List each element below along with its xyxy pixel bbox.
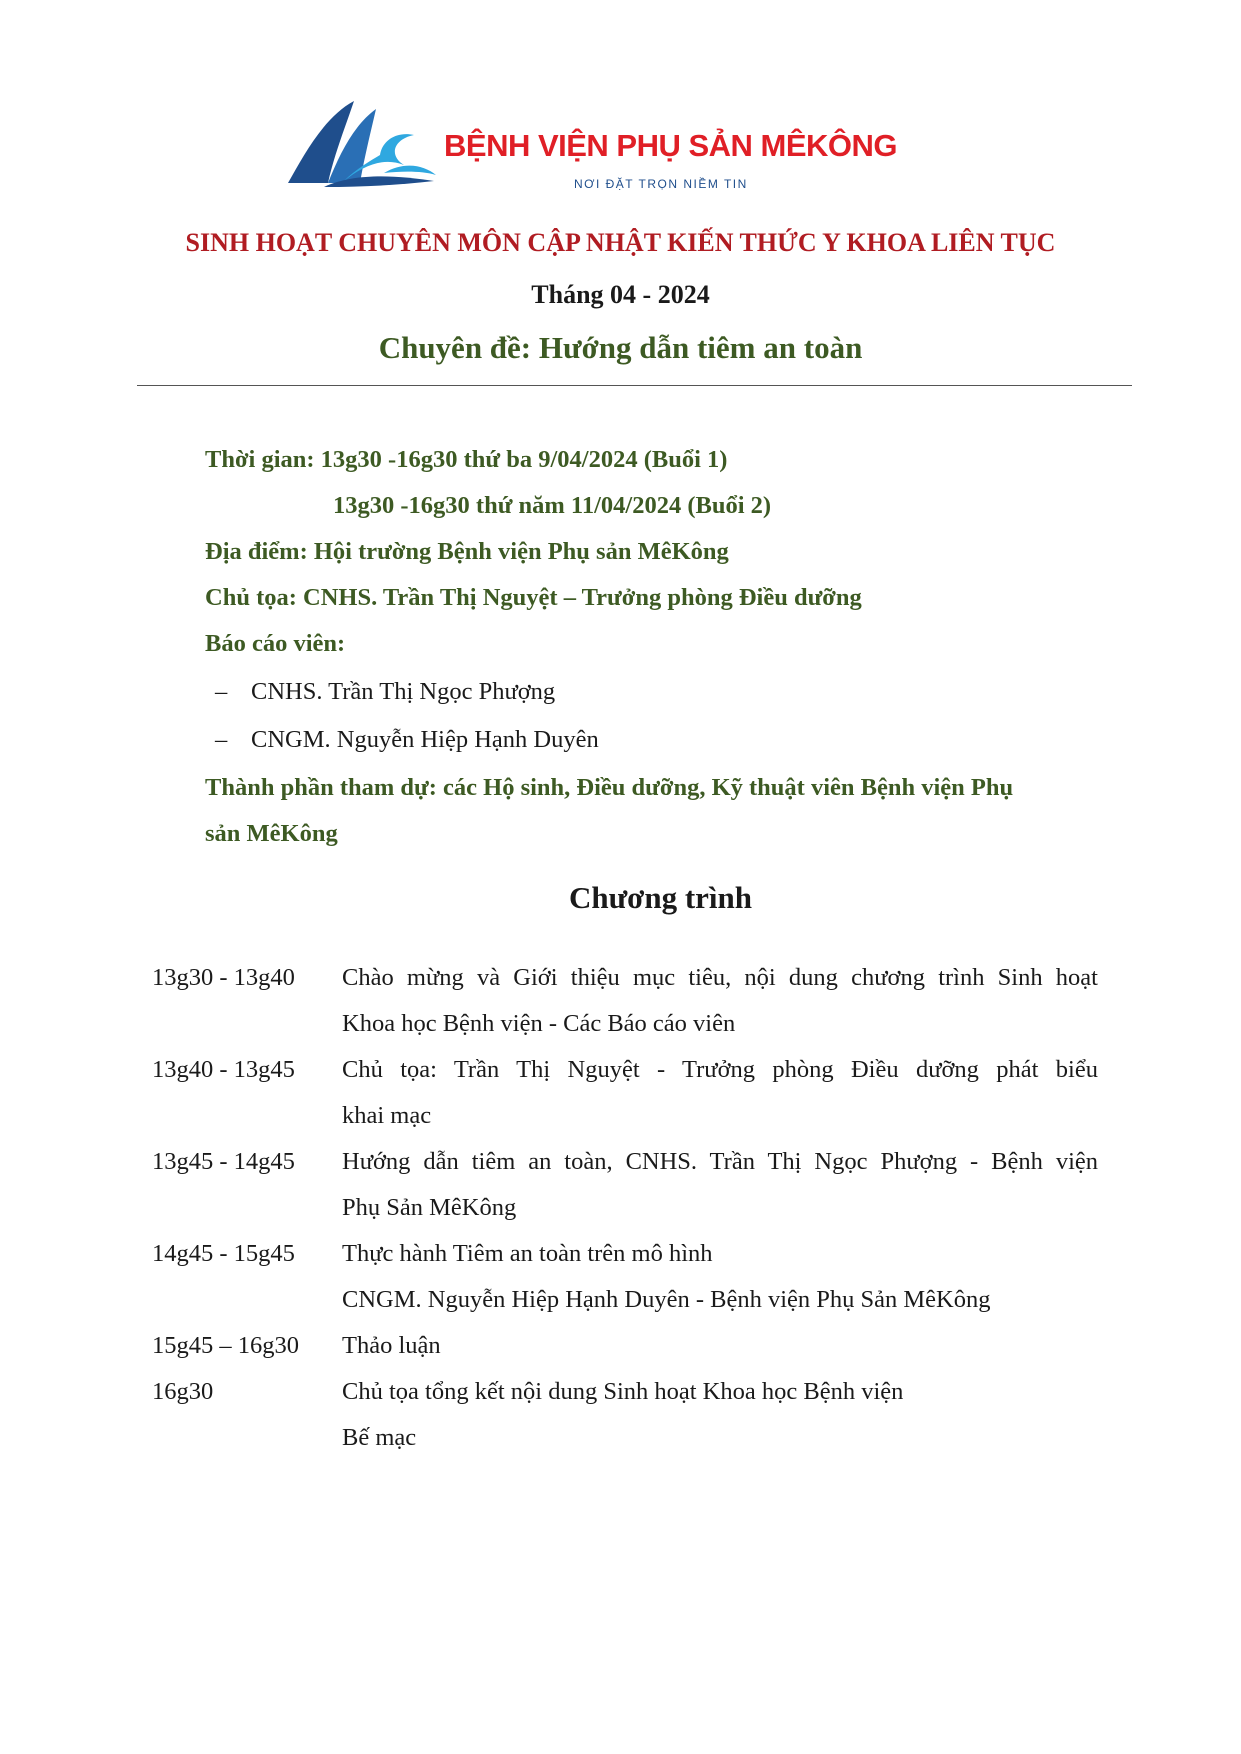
time-line-session-2: 13g30 -16g30 thứ năm 11/04/2024 (Buổi 2) bbox=[333, 492, 772, 519]
schedule-text: Thực hành Tiêm an toàn trên mô hình bbox=[342, 1240, 713, 1267]
schedule-time: 16g30 bbox=[152, 1378, 214, 1405]
speaker-item bbox=[215, 678, 555, 706]
speaker-name: CNGM. Nguyễn Hiệp Hạnh Duyên bbox=[251, 726, 599, 753]
speakers-label: Báo cáo viên: bbox=[205, 630, 346, 657]
schedule-text: khai mạc bbox=[342, 1102, 432, 1129]
schedule-time: 13g45 - 14g45 bbox=[152, 1148, 295, 1175]
topic-heading: Chuyên đề: Hướng dẫn tiêm an toàn bbox=[378, 330, 863, 365]
time-line-session-1: Thời gian: 13g30 -16g30 thứ ba 9/04/2024 (Buổi 1) bbox=[205, 446, 728, 473]
speaker-item bbox=[215, 726, 599, 754]
schedule-time: 15g45 – 16g30 bbox=[152, 1332, 299, 1359]
schedule-text: Chào mừng và Giới thiệu mục tiêu, nội dung chương trình Sinh hoạt bbox=[342, 964, 1098, 991]
schedule-text: Phụ Sản MêKông bbox=[342, 1194, 517, 1221]
location-line: Địa điểm: Hội trường Bệnh viện Phụ sản MêKông bbox=[205, 538, 729, 565]
logo-slogan: NƠI ĐẶT TRỌN NIỀM TIN bbox=[574, 177, 748, 191]
divider bbox=[137, 385, 1132, 386]
schedule-text: Hướng dẫn tiêm an toàn, CNHS. Trần Thị Ngọc Phượng - Bệnh viện bbox=[342, 1148, 1098, 1175]
attendees-line-2: sản MêKông bbox=[205, 820, 338, 847]
speaker-name: CNHS. Trần Thị Ngọc Phượng bbox=[251, 678, 556, 705]
list-dash: – bbox=[215, 726, 228, 753]
chair-line: Chủ tọa: CNHS. Trần Thị Nguyệt – Trưởng phòng Điều dưỡng bbox=[205, 584, 862, 611]
schedule-text: Khoa học Bệnh viện - Các Báo cáo viên bbox=[342, 1010, 736, 1037]
logo-name: BỆNH VIỆN PHỤ SẢN MÊKÔNG bbox=[444, 128, 898, 163]
list-dash: – bbox=[215, 678, 228, 705]
schedule-text: Chủ tọa: Trần Thị Nguyệt - Trưởng phòng Điều dưỡng phát biểu bbox=[342, 1056, 1098, 1083]
schedule-text: Bế mạc bbox=[342, 1424, 417, 1451]
schedule-text: Thảo luận bbox=[342, 1332, 441, 1359]
schedule-time: 13g30 - 13g40 bbox=[152, 964, 295, 991]
schedule-time: 13g40 - 13g45 bbox=[152, 1056, 295, 1083]
schedule-text: CNGM. Nguyễn Hiệp Hạnh Duyên - Bệnh viện Phụ Sản MêKông bbox=[342, 1286, 991, 1313]
attendees-line-1: Thành phần tham dự: các Hộ sinh, Điều dưỡng, Kỹ thuật viên Bệnh viện Phụ bbox=[205, 774, 1014, 801]
schedule-text: Chủ tọa tổng kết nội dung Sinh hoạt Khoa học Bệnh viện bbox=[342, 1378, 904, 1405]
month-label: Tháng 04 - 2024 bbox=[531, 280, 710, 309]
hospital-logo bbox=[284, 95, 898, 195]
logo-mark-icon bbox=[284, 95, 444, 195]
program-title: Chương trình bbox=[568, 880, 753, 915]
document-title: SINH HOẠT CHUYÊN MÔN CẬP NHẬT KIẾN THỨC Y KHOA LIÊN TỤC bbox=[185, 228, 1056, 257]
schedule-time: 14g45 - 15g45 bbox=[152, 1240, 295, 1267]
